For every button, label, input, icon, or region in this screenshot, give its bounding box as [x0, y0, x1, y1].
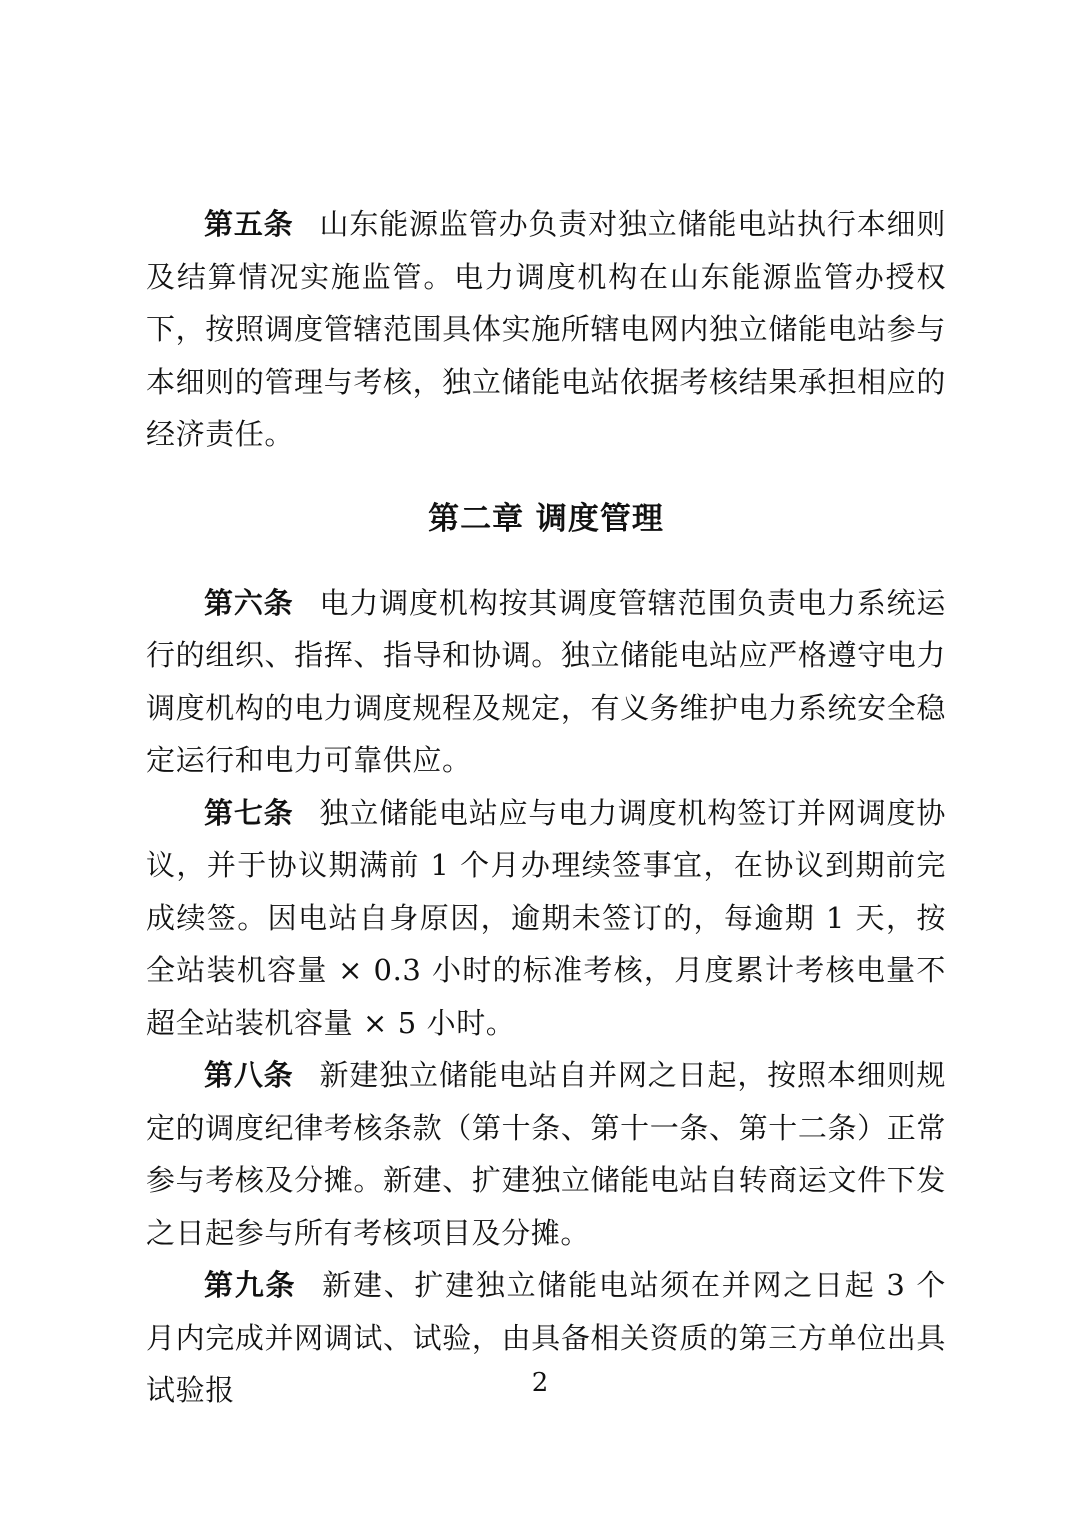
- article-9-label: 第九条: [204, 1268, 297, 1302]
- article-6-text: 电力调度机构按其调度管辖范围负责电力系统运行的组织、指挥、指导和协调。独立储能电站应严格遵守电力调度机构的电力调度规程及规定，有义务维护电力系统安全稳定运行和电力可靠供应。: [146, 585, 946, 777]
- article-9-text: 新建、扩建独立储能电站须在并网之日起 3 个月内完成并网调试、试验，由具备相关资质的第三方单位出具试验报: [146, 1268, 946, 1407]
- article-7-text: 独立储能电站应与电力调度机构签订并网调度协议，并于协议期满前 1 个月办理续签事宜，在协议到期前完成续签。因电站自身原因，逾期未签订的，每逾期 1 天，按全站装机容量 × 0.3 小时的标准考核，月度累计考核电量不超全站装机容量 × 5 小时。: [146, 795, 946, 1040]
- page-number: 2: [531, 1368, 549, 1398]
- article-8: [146, 1049, 946, 1259]
- article-6-label: 第六条: [204, 585, 294, 620]
- article-7: [146, 787, 946, 1050]
- article-5-label: 第五条: [204, 207, 294, 241]
- article-5: [146, 198, 946, 461]
- article-5-text: 山东能源监管办负责对独立储能电站执行本细则及结算情况实施监管。电力调度机构在山东能源监管办授权下，按照调度管辖范围具体实施所辖电网内独立储能电站参与本细则的管理与考核，独立储能电站依据考核结果承担相应的经济责任。: [146, 207, 946, 451]
- article-8-label: 第八条: [204, 1058, 294, 1092]
- article-6: [146, 577, 946, 787]
- article-8-text: 新建独立储能电站自并网之日起，按照本细则规定的调度纪律考核条款（第十条、第十一条、第十二条）正常参与考核及分摊。新建、扩建独立储能电站自转商运文件下发之日起参与所有考核项目及分摊。: [146, 1058, 946, 1250]
- chapter-heading: 第二章 调度管理: [428, 500, 664, 537]
- page-content: [146, 198, 946, 1417]
- article-7-label: 第七条: [204, 795, 294, 830]
